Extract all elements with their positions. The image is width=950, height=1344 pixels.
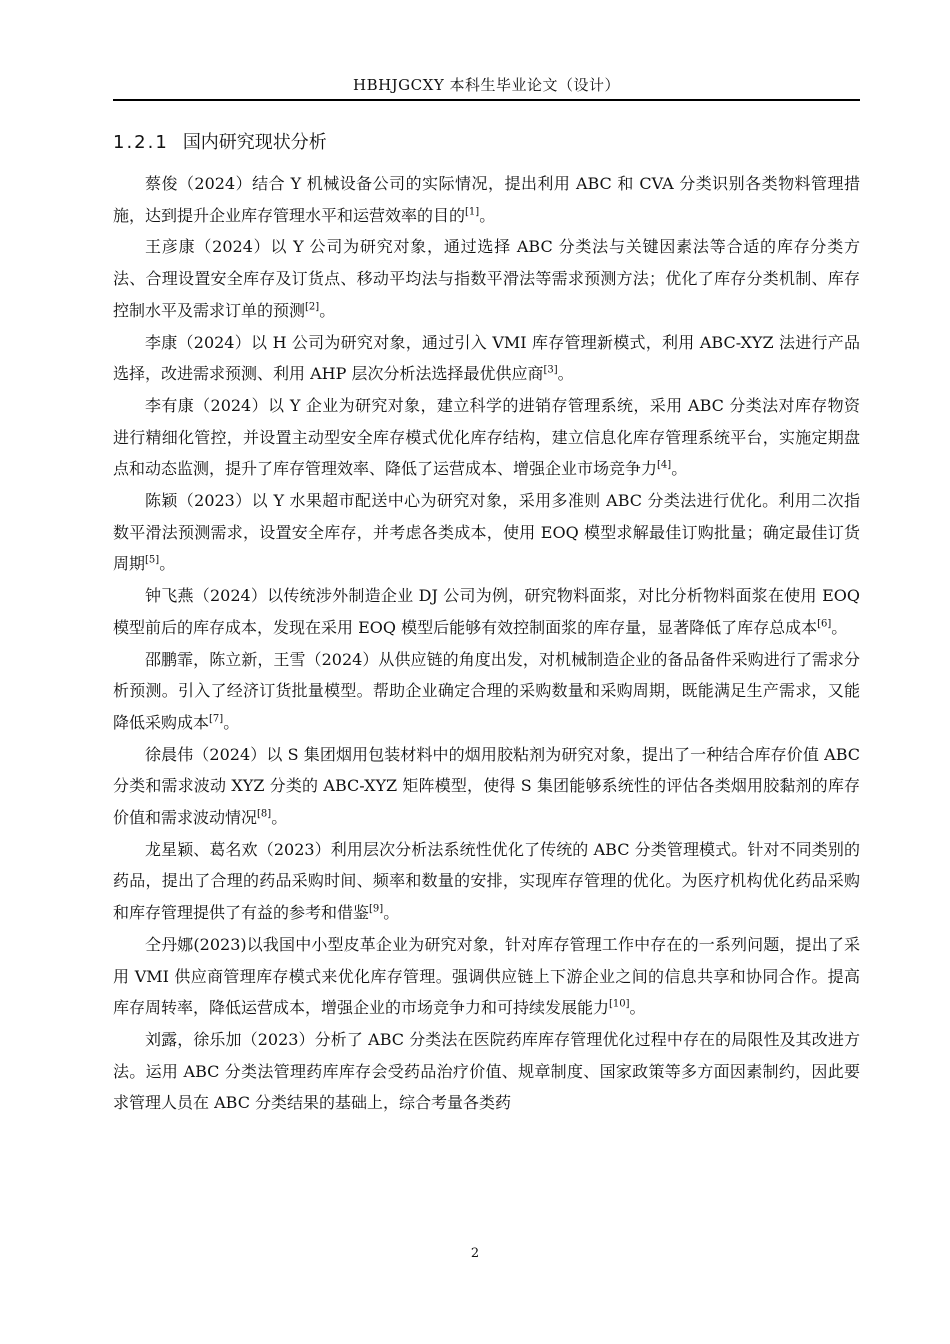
paragraph-9 [113, 834, 860, 929]
paragraph-text: 仝丹娜(2023)以我国中小型皮革企业为研究对象，针对库存管理工作中存在的一系列问题，提出了采用 VMI 供应商管理库存模式来优化库存管理。强调供应链上下游企业之间的信息共享和协同合作。提高库存周转率，降低运营成本，增强企业的市场竞争力和可持续发展能力 [113, 934, 860, 1018]
paragraph-tail: 。 [479, 205, 496, 225]
paragraph-tail: 。 [223, 712, 240, 732]
citation-ref: [9] [369, 903, 384, 915]
paragraph-4 [113, 390, 860, 485]
paragraph-text: 刘露，徐乐加（2023）分析了 ABC 分类法在医院药库库存管理优化过程中存在的局限性及其改进方法。运用 ABC 分类法管理药库库存会受药品治疗价值、规章制度、国家政策等多方面因素制约，因此要求管理人员在 ABC 分类结果的基础上，综合考量各类药 [113, 1029, 860, 1113]
paragraph-text: 龙星颖、葛名欢（2023）利用层次分析法系统性优化了传统的 ABC 分类管理模式。针对不同类别的药品，提出了合理的药品采购时间、频率和数量的安排，实现库存管理的优化。为医疗机构优化药品采购和库存管理提供了有益的参考和借鉴 [113, 839, 860, 923]
citation-ref: [10] [609, 998, 630, 1010]
paragraph-3 [113, 327, 860, 390]
paragraph-8 [113, 739, 860, 834]
paragraph-text: 陈颖（2023）以 Y 水果超市配送中心为研究对象，采用多准则 ABC 分类法进行优化。利用二次指数平滑法预测需求，设置安全库存，并考虑各类成本，使用 EOQ 模型求解最佳订购批量；确定最佳订货周期 [113, 491, 860, 574]
paragraph-text: 李康（2024）以 H 公司为研究对象，通过引入 VMI 库存管理新模式，利用 ABC-XYZ 法进行产品选择，改进需求预测、利用 AHP 层次分析法选择最优供应商 [113, 332, 860, 384]
section-title-text: 国内研究现状分析 [182, 132, 327, 153]
paragraph-text: 徐晨伟（2024）以 S 集团烟用包装材料中的烟用胶粘剂为研究对象，提出了一种结合库存价值 ABC 分类和需求波动 XYZ 分类的 ABC-XYZ 矩阵模型，使得 S 集团能够系统性的评估各类烟用胶黏剂的库存价值和需求波动情况 [113, 744, 860, 828]
page-number: 2 [470, 1246, 480, 1261]
paragraph-tail: 。 [271, 808, 288, 828]
paragraph-tail: 。 [671, 459, 688, 479]
page-header: HBHJGCXY 本科生毕业论文（设计） [352, 76, 620, 94]
citation-ref: [5] [145, 555, 160, 567]
paragraph-tail: 。 [557, 364, 574, 384]
citation-ref: [7] [209, 713, 224, 725]
paragraph-text: 李有康（2024）以 Y 企业为研究对象，建立科学的进销存管理系统，采用 ABC 分类法对库存物资进行精细化管控，并设置主动型安全库存模式优化库存结构，建立信息化库存管理系统平台，实施定期盘点和动态监测，提升了库存管理效率、降低了运营成本、增强企业市场竞争力 [113, 395, 860, 479]
section-heading [113, 128, 327, 154]
paragraph-text: 王彦康（2024）以 Y 公司为研究对象，通过选择 ABC 分类法与关键因素法等合适的库存分类方法、合理设置安全库存及订货点、移动平均法与指数平滑法等需求预测方法；优化了库存分类机制、库存控制水平及需求订单的预测 [113, 237, 860, 320]
paragraph-10 [113, 929, 860, 1024]
paragraph-text: 邵鹏霏，陈立新，王雪（2024）从供应链的角度出发，对机械制造企业的备品备件采购进行了需求分析预测。引入了经济订货批量模型。帮助企业确定合理的采购数量和采购周期，既能满足生产需求，又能降低采购成本 [113, 649, 860, 732]
section-number: 1.2.1 [113, 132, 169, 153]
paragraph-6 [113, 580, 860, 643]
paragraph-7 [113, 644, 860, 739]
paragraph-tail: 。 [159, 554, 176, 574]
paragraph-2 [113, 231, 860, 326]
citation-ref: [3] [543, 364, 558, 376]
citation-ref: [1] [465, 206, 480, 218]
paragraph-11 [113, 1024, 860, 1119]
paragraph-tail: 。 [629, 998, 646, 1018]
citation-ref: [4] [657, 460, 672, 471]
paragraph-tail: 。 [831, 617, 848, 637]
paragraph-1 [113, 168, 860, 231]
header-divider [113, 99, 860, 101]
paragraph-tail: 。 [319, 300, 336, 320]
citation-ref: [2] [305, 301, 320, 313]
paragraph-tail: 。 [383, 903, 400, 923]
paragraph-text: 蔡俊（2024）结合 Y 机械设备公司的实际情况，提出利用 ABC 和 CVA 分类识别各类物料管理措施，达到提升企业库存管理水平和运营效率的目的 [113, 174, 860, 225]
paragraph-text: 钟飞燕（2024）以传统涉外制造企业 DJ 公司为例，研究物料面浆，对比分析物料面浆在使用 EOQ 模型前后的库存成本，发现在采用 EOQ 模型后能够有效控制面浆的库存量，显著降低了库存总成本 [113, 586, 860, 637]
citation-ref: [6] [817, 618, 832, 630]
citation-ref: [8] [257, 808, 272, 820]
paragraph-5 [113, 485, 860, 580]
body-text [113, 168, 860, 1119]
